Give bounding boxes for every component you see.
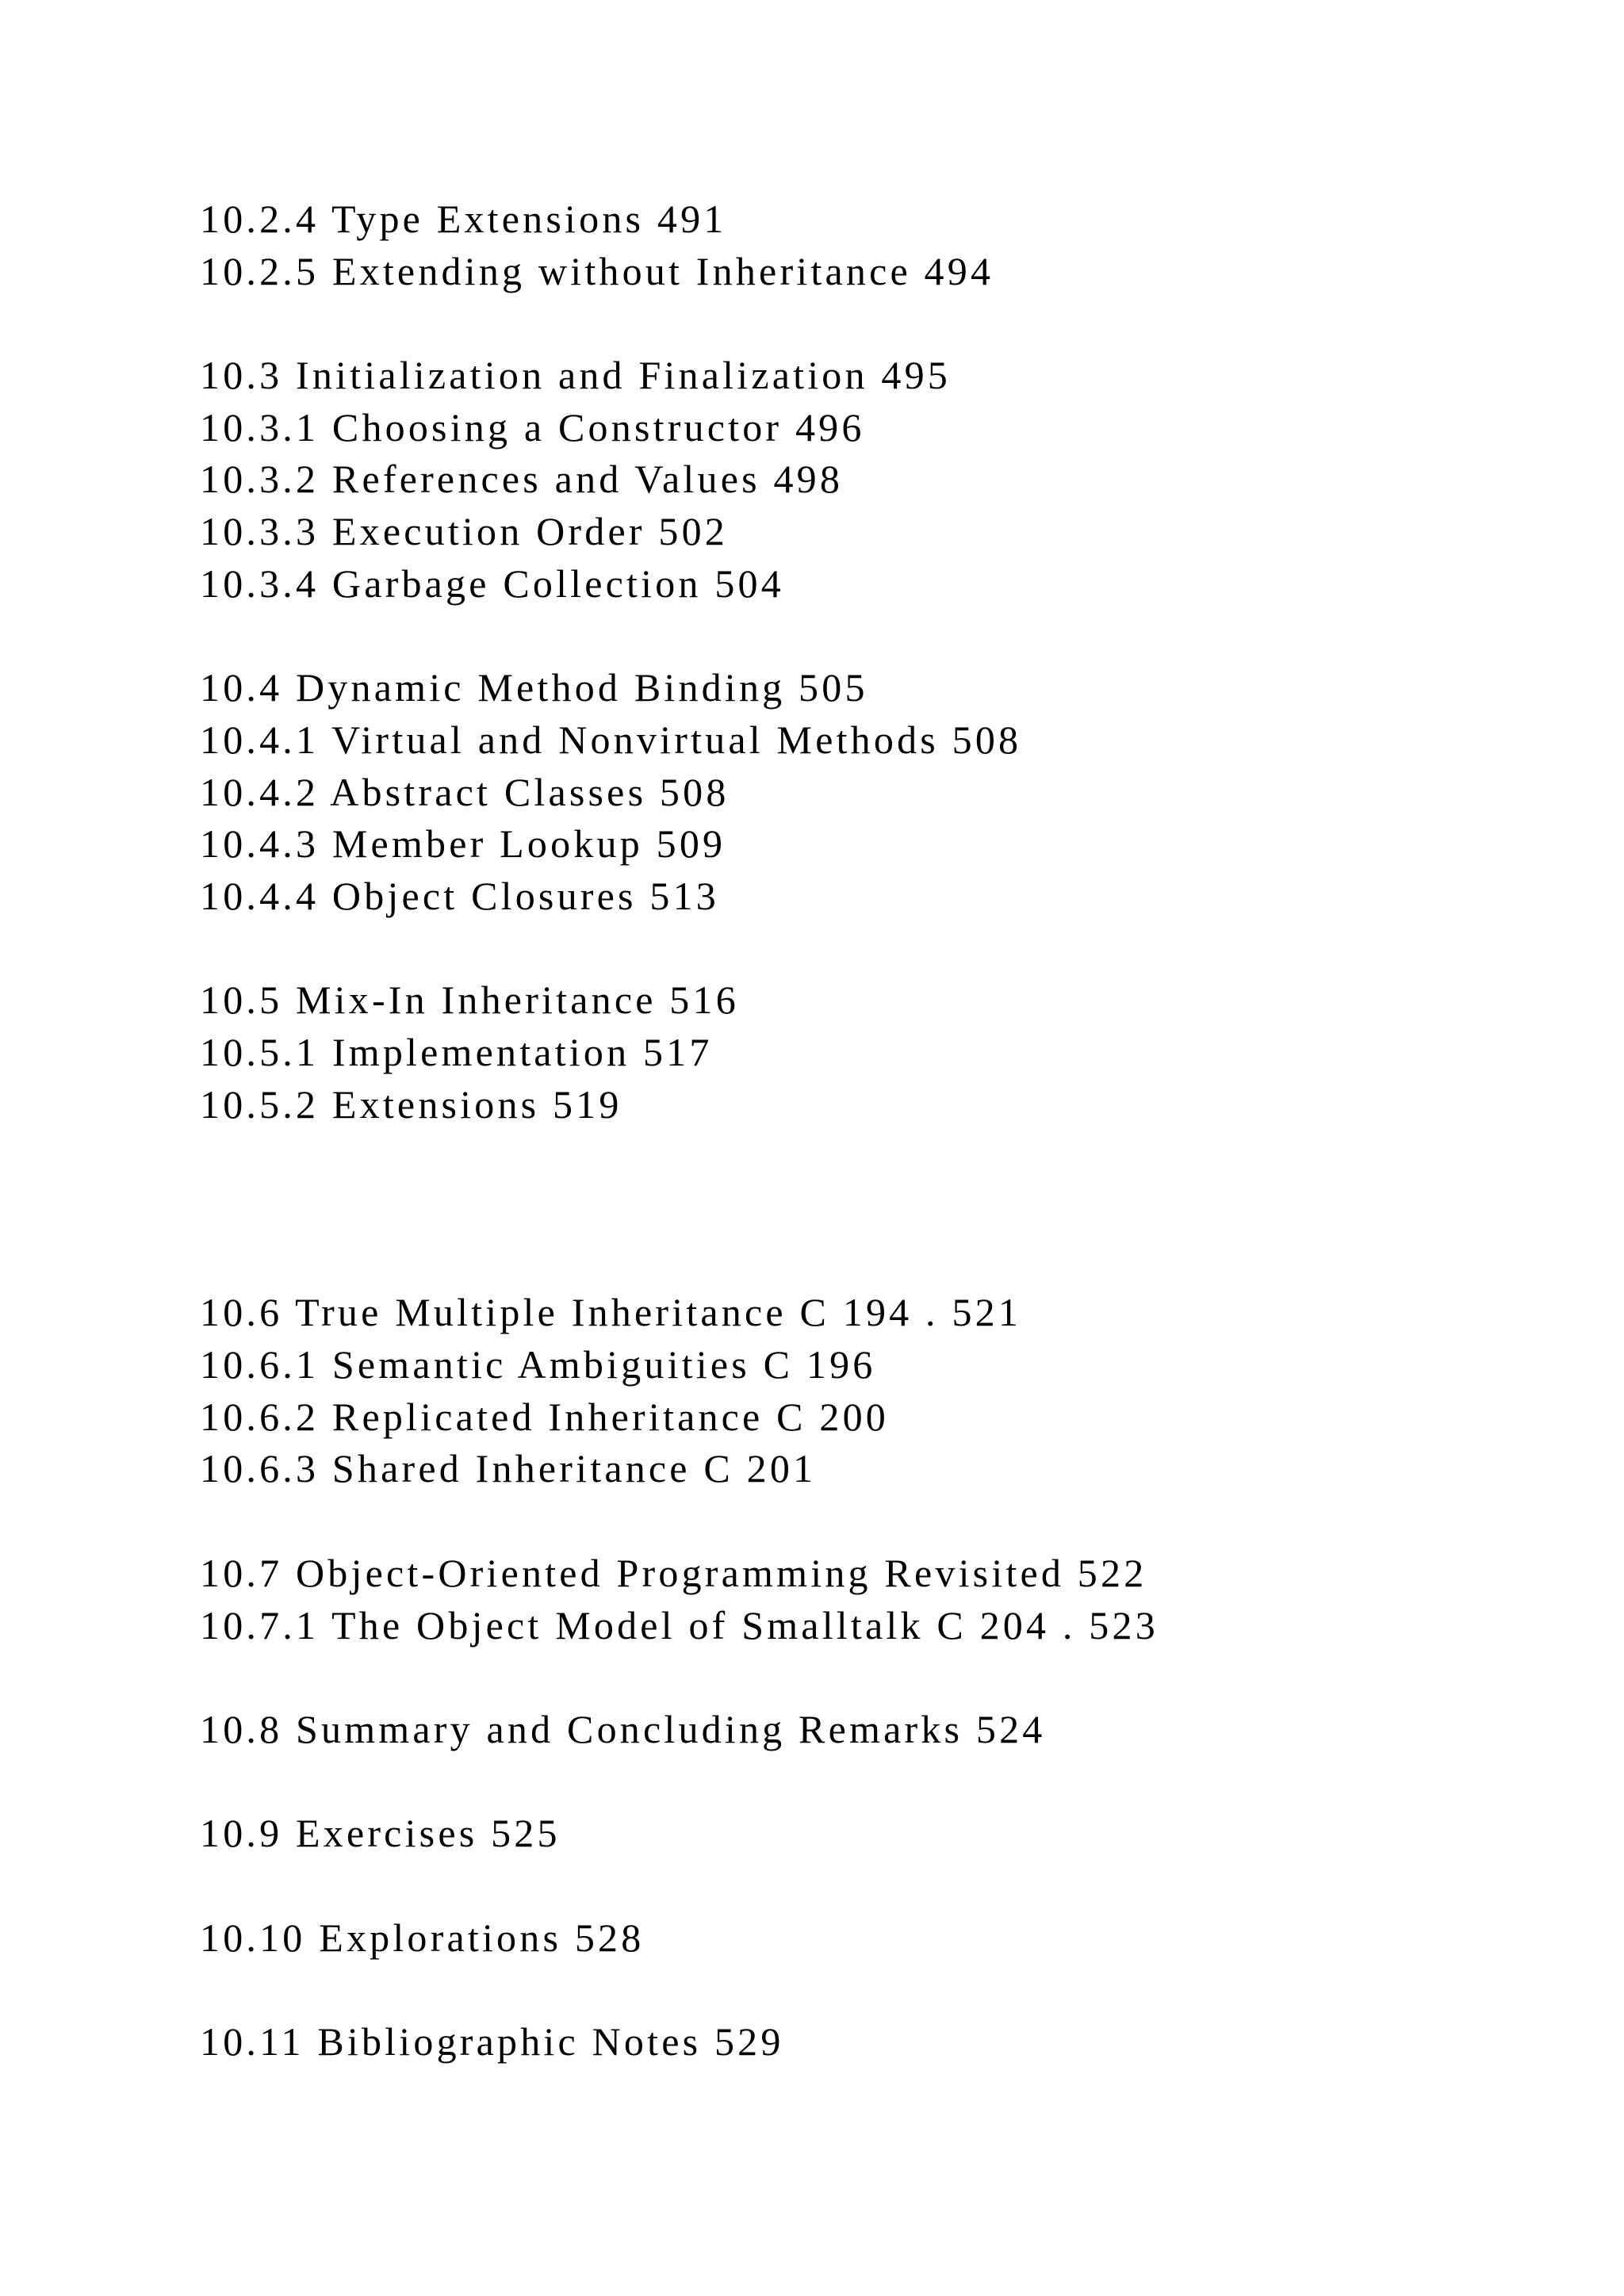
toc-section-entry: 10.3 Initialization and Finalization 495 [200, 353, 952, 398]
toc-section-entry: 10.5 Mix-In Inheritance 516 [200, 978, 739, 1023]
toc-entry: 10.4.2 Abstract Classes 508 [200, 769, 730, 814]
toc-section-entry: 10.10 Explorations 528 [200, 1915, 645, 1960]
toc-entry: 10.5.2 Extensions 519 [200, 1081, 622, 1127]
toc-entry: 10.2.5 Extending without Inheritance 494 [200, 248, 994, 293]
toc-section-entry: 10.7 Object-Oriented Programming Revisited 522 [200, 1550, 1147, 1595]
toc-entry: 10.6.2 Replicated Inheritance C 200 [200, 1394, 889, 1439]
toc-entry: 10.5.1 Implementation 517 [200, 1030, 713, 1074]
toc-entry: 10.6.3 Shared Inheritance C 201 [200, 1446, 817, 1491]
toc-section-entry: 10.11 Bibliographic Notes 529 [200, 2019, 784, 2064]
toc-section-entry: 10.8 Summary and Concluding Remarks 524 [200, 1706, 1046, 1751]
toc-section-entry: 10.4 Dynamic Method Binding 505 [200, 665, 868, 710]
toc-entry: 10.4.3 Member Lookup 509 [200, 821, 726, 867]
table-of-contents [200, 193, 1548, 2068]
toc-entry: 10.3.2 References and Values 498 [200, 457, 844, 502]
toc-entry: 10.3.1 Choosing a Constructor 496 [200, 404, 865, 450]
toc-entry: 10.3.4 Garbage Collection 504 [200, 561, 784, 606]
toc-section-entry: 10.9 Exercises 525 [200, 1811, 561, 1856]
toc-entry: 10.3.3 Execution Order 502 [200, 509, 729, 554]
toc-entry: 10.4.4 Object Closures 513 [200, 873, 719, 918]
toc-entry: 10.2.4 Type Extensions 491 [200, 197, 727, 241]
toc-entry: 10.4.1 Virtual and Nonvirtual Methods 508 [200, 717, 1022, 762]
toc-entry: 10.6.1 Semantic Ambiguities C 196 [200, 1342, 876, 1387]
toc-section-entry: 10.6 True Multiple Inheritance C 194 . 521 [200, 1290, 1022, 1335]
toc-entry: 10.7.1 The Object Model of Smalltalk C 204 . 523 [200, 1602, 1159, 1647]
